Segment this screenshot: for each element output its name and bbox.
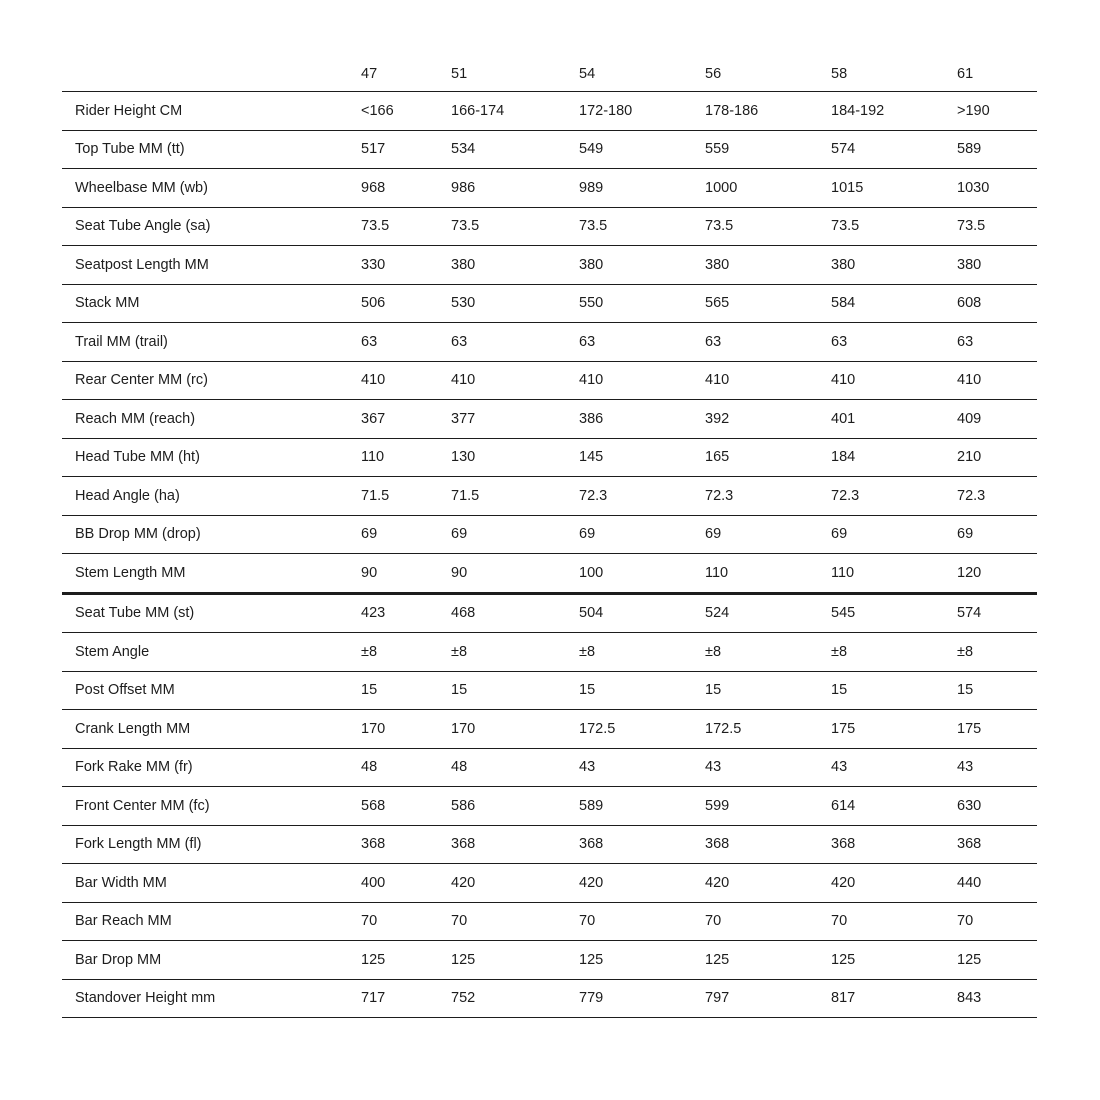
row-label: Bar Drop MM [62,941,348,980]
cell-value: ±8 [566,633,692,672]
cell-value: 545 [818,593,944,633]
cell-value: 73.5 [944,207,1037,246]
cell-value: ±8 [692,633,818,672]
table-row [62,748,1037,787]
cell-value: 70 [692,902,818,941]
table-row [62,438,1037,477]
cell-value: 420 [566,864,692,903]
table-row [62,979,1037,1018]
cell-value: 125 [566,941,692,980]
cell-value: <166 [348,92,438,131]
cell-value: 210 [944,438,1037,477]
cell-value: 410 [566,361,692,400]
cell-value: 504 [566,593,692,633]
cell-value: 72.3 [944,477,1037,516]
cell-value: 73.5 [566,207,692,246]
cell-value: 330 [348,246,438,285]
cell-value: 172.5 [566,710,692,749]
cell-value: 69 [944,515,1037,554]
cell-value: 172-180 [566,92,692,131]
cell-value: 586 [438,787,566,826]
cell-value: ±8 [944,633,1037,672]
table-row [62,864,1037,903]
row-label: Head Tube MM (ht) [62,438,348,477]
cell-value: 377 [438,400,566,439]
cell-value: 589 [944,130,1037,169]
cell-value: 70 [348,902,438,941]
cell-value: 574 [818,130,944,169]
table-row [62,825,1037,864]
row-label: Wheelbase MM (wb) [62,169,348,208]
row-label: Stem Length MM [62,554,348,594]
cell-value: 70 [438,902,566,941]
cell-value: 401 [818,400,944,439]
table-row [62,671,1037,710]
cell-value: 630 [944,787,1037,826]
cell-value: 165 [692,438,818,477]
cell-value: 43 [692,748,818,787]
cell-value: 72.3 [692,477,818,516]
cell-value: 574 [944,593,1037,633]
cell-value: 184-192 [818,92,944,131]
cell-value: 589 [566,787,692,826]
row-label: Crank Length MM [62,710,348,749]
cell-value: 71.5 [348,477,438,516]
cell-value: 368 [438,825,566,864]
cell-value: 423 [348,593,438,633]
cell-value: 172.5 [692,710,818,749]
table-row [62,477,1037,516]
table-row [62,787,1037,826]
cell-value: 797 [692,979,818,1018]
cell-value: 380 [818,246,944,285]
table-row [62,515,1037,554]
row-label: Top Tube MM (tt) [62,130,348,169]
cell-value: 43 [944,748,1037,787]
cell-value: 120 [944,554,1037,594]
row-label: Front Center MM (fc) [62,787,348,826]
size-column-header: 61 [944,56,1037,92]
row-label: Trail MM (trail) [62,323,348,362]
cell-value: 125 [438,941,566,980]
cell-value: 15 [438,671,566,710]
table-row [62,207,1037,246]
size-column-header: 56 [692,56,818,92]
cell-value: 468 [438,593,566,633]
row-label: BB Drop MM (drop) [62,515,348,554]
row-label: Fork Rake MM (fr) [62,748,348,787]
cell-value: 843 [944,979,1037,1018]
row-label: Bar Width MM [62,864,348,903]
cell-value: 752 [438,979,566,1018]
cell-value: 599 [692,787,818,826]
cell-value: 817 [818,979,944,1018]
cell-value: 568 [348,787,438,826]
cell-value: 72.3 [566,477,692,516]
cell-value: 549 [566,130,692,169]
cell-value: 1000 [692,169,818,208]
cell-value: 100 [566,554,692,594]
cell-value: 420 [692,864,818,903]
cell-value: 70 [944,902,1037,941]
cell-value: 63 [818,323,944,362]
cell-value: >190 [944,92,1037,131]
table-row [62,710,1037,749]
cell-value: 15 [566,671,692,710]
table-row [62,593,1037,633]
table-row [62,130,1037,169]
cell-value: ±8 [438,633,566,672]
cell-value: 178-186 [692,92,818,131]
cell-value: 72.3 [818,477,944,516]
table-row [62,284,1037,323]
cell-value: 524 [692,593,818,633]
cell-value: 73.5 [818,207,944,246]
cell-value: 440 [944,864,1037,903]
cell-value: 410 [692,361,818,400]
cell-value: 534 [438,130,566,169]
cell-value: 90 [348,554,438,594]
cell-value: 410 [944,361,1037,400]
cell-value: 125 [348,941,438,980]
cell-value: 110 [818,554,944,594]
cell-value: 125 [944,941,1037,980]
cell-value: 367 [348,400,438,439]
cell-value: 968 [348,169,438,208]
cell-value: 386 [566,400,692,439]
cell-value: 530 [438,284,566,323]
table-row [62,902,1037,941]
cell-value: 175 [818,710,944,749]
cell-value: 125 [818,941,944,980]
cell-value: 63 [348,323,438,362]
cell-value: 608 [944,284,1037,323]
cell-value: 15 [818,671,944,710]
cell-value: 170 [438,710,566,749]
row-label: Post Offset MM [62,671,348,710]
row-label: Seat Tube Angle (sa) [62,207,348,246]
cell-value: 71.5 [438,477,566,516]
cell-value: 43 [566,748,692,787]
cell-value: 69 [692,515,818,554]
cell-value: 368 [348,825,438,864]
cell-value: 73.5 [692,207,818,246]
cell-value: 70 [566,902,692,941]
cell-value: ±8 [818,633,944,672]
cell-value: 368 [944,825,1037,864]
cell-value: 986 [438,169,566,208]
cell-value: 43 [818,748,944,787]
cell-value: 368 [818,825,944,864]
table-row [62,633,1037,672]
cell-value: 69 [566,515,692,554]
cell-value: 380 [944,246,1037,285]
row-label: Seat Tube MM (st) [62,593,348,633]
cell-value: 614 [818,787,944,826]
cell-value: 584 [818,284,944,323]
row-label: Fork Length MM (fl) [62,825,348,864]
cell-value: 69 [818,515,944,554]
cell-value: 166-174 [438,92,566,131]
cell-value: 409 [944,400,1037,439]
row-label: Seatpost Length MM [62,246,348,285]
cell-value: 410 [438,361,566,400]
cell-value: 380 [692,246,818,285]
table-row [62,941,1037,980]
cell-value: 368 [692,825,818,864]
cell-value: 175 [944,710,1037,749]
cell-value: 15 [348,671,438,710]
cell-value: 368 [566,825,692,864]
cell-value: 170 [348,710,438,749]
cell-value: 989 [566,169,692,208]
cell-value: 69 [438,515,566,554]
cell-value: 420 [438,864,566,903]
table-row [62,400,1037,439]
table-row [62,92,1037,131]
row-label: Rider Height CM [62,92,348,131]
cell-value: 779 [566,979,692,1018]
cell-value: 380 [438,246,566,285]
cell-value: 63 [566,323,692,362]
cell-value: 517 [348,130,438,169]
cell-value: 506 [348,284,438,323]
cell-value: 73.5 [438,207,566,246]
cell-value: 15 [944,671,1037,710]
row-label: Reach MM (reach) [62,400,348,439]
cell-value: 550 [566,284,692,323]
cell-value: 48 [438,748,566,787]
table-row [62,169,1037,208]
cell-value: ±8 [348,633,438,672]
cell-value: 63 [438,323,566,362]
cell-value: 392 [692,400,818,439]
size-column-header: 51 [438,56,566,92]
table-row [62,554,1037,594]
size-column-header: 54 [566,56,692,92]
cell-value: 110 [348,438,438,477]
cell-value: 1015 [818,169,944,208]
cell-value: 559 [692,130,818,169]
cell-value: 69 [348,515,438,554]
cell-value: 63 [692,323,818,362]
geometry-table [62,56,1037,1018]
size-header-row [62,56,1037,92]
table-row [62,323,1037,362]
cell-value: 420 [818,864,944,903]
cell-value: 125 [692,941,818,980]
cell-value: 380 [566,246,692,285]
cell-value: 15 [692,671,818,710]
cell-value: 63 [944,323,1037,362]
cell-value: 400 [348,864,438,903]
cell-value: 48 [348,748,438,787]
cell-value: 410 [818,361,944,400]
cell-value: 130 [438,438,566,477]
cell-value: 717 [348,979,438,1018]
geometry-table-body [62,92,1037,1018]
row-label: Standover Height mm [62,979,348,1018]
cell-value: 110 [692,554,818,594]
size-column-header: 47 [348,56,438,92]
table-row [62,246,1037,285]
row-label: Stack MM [62,284,348,323]
corner-cell [62,56,348,92]
cell-value: 410 [348,361,438,400]
cell-value: 90 [438,554,566,594]
table-row [62,361,1037,400]
cell-value: 145 [566,438,692,477]
cell-value: 565 [692,284,818,323]
size-column-header: 58 [818,56,944,92]
cell-value: 70 [818,902,944,941]
row-label: Bar Reach MM [62,902,348,941]
row-label: Rear Center MM (rc) [62,361,348,400]
cell-value: 1030 [944,169,1037,208]
cell-value: 184 [818,438,944,477]
cell-value: 73.5 [348,207,438,246]
row-label: Head Angle (ha) [62,477,348,516]
row-label: Stem Angle [62,633,348,672]
